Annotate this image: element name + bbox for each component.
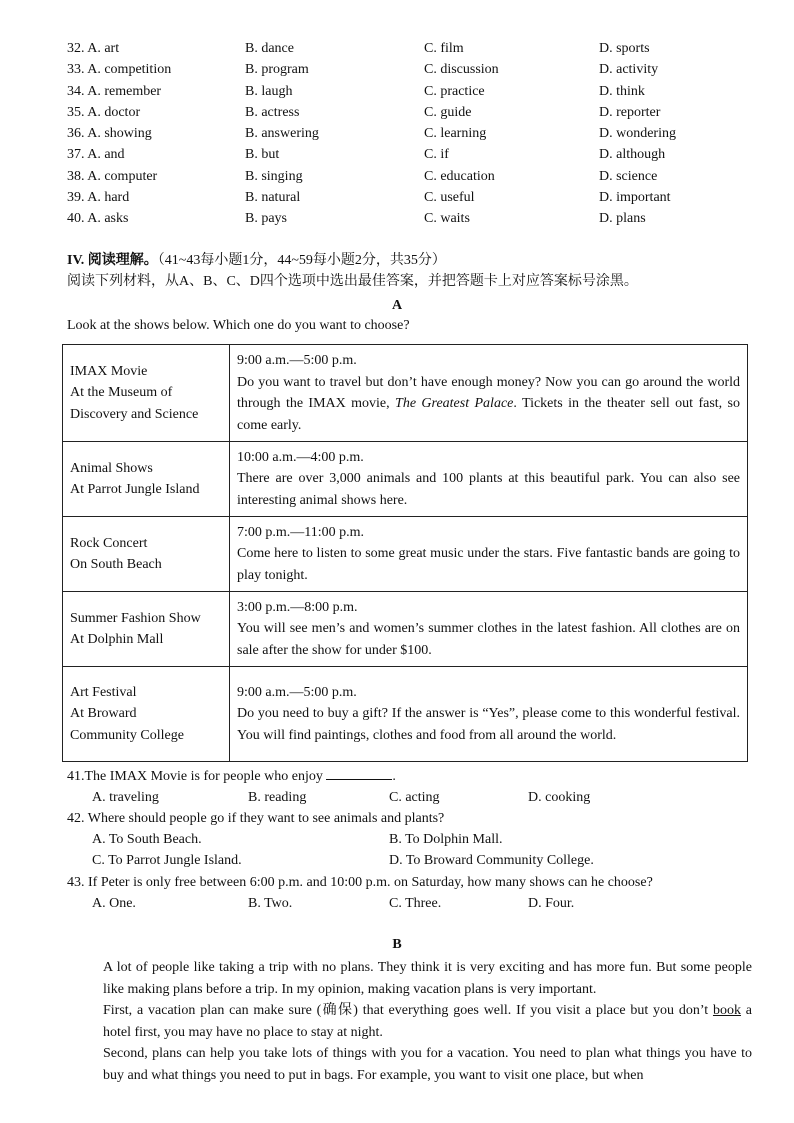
choice-option-d: D. sports bbox=[599, 41, 650, 56]
section-title: 阅读理解。 bbox=[84, 253, 158, 268]
part-b-passage bbox=[67, 957, 752, 1086]
show-time: 10:00 a.m.—4:00 p.m. bbox=[237, 449, 364, 465]
question-41-stem-end: . bbox=[392, 769, 396, 784]
choice-option-d: D. science bbox=[599, 168, 658, 184]
show-name-line: At the Museum of bbox=[70, 385, 173, 401]
choice-option-d: D. important bbox=[599, 190, 671, 206]
show-name-cell bbox=[63, 442, 230, 517]
choice-option-d: D. although bbox=[599, 147, 666, 163]
show-description bbox=[237, 471, 740, 508]
show-name-cell bbox=[63, 345, 230, 442]
choice-option-d: D. activity bbox=[599, 62, 659, 78]
choice-option-b: B. natural bbox=[245, 190, 301, 206]
choice-option-b: B. singing bbox=[245, 168, 303, 184]
choice-row bbox=[67, 187, 757, 208]
show-description bbox=[237, 546, 740, 583]
choice-option-c: C. film bbox=[424, 41, 464, 56]
show-detail-cell bbox=[230, 517, 748, 592]
choice-option-b: B. pays bbox=[245, 211, 287, 227]
answer-blank bbox=[326, 765, 392, 780]
show-detail-cell bbox=[230, 345, 748, 442]
show-row bbox=[63, 517, 748, 592]
show-name-line: IMAX Movie bbox=[70, 363, 148, 379]
q43-option-d: D. Four. bbox=[528, 896, 575, 911]
show-detail-cell bbox=[230, 592, 748, 667]
movie-title: The Greatest Palace bbox=[395, 396, 514, 411]
show-name-line: At Broward bbox=[70, 706, 137, 722]
shows-table bbox=[62, 344, 748, 762]
choice-row bbox=[67, 81, 757, 102]
show-description-text: Do you need to buy a gift? If the answer is “Yes”, please come to this wonderful festival. You will find paintings, clothes and food from all around the world. bbox=[237, 706, 740, 743]
choice-row bbox=[67, 208, 757, 229]
choice-option-d: D. reporter bbox=[599, 104, 661, 120]
show-time: 7:00 p.m.—11:00 p.m. bbox=[237, 524, 365, 540]
part-a-intro: Look at the shows below. Which one do you want to choose? bbox=[67, 318, 410, 333]
section-instruction: 阅读下列材料，从A、B、C、D四个选项中选出最佳答案，并把答题卡上对应答案标号涂黑。 bbox=[67, 274, 638, 289]
choice-row bbox=[67, 59, 757, 80]
question-41 bbox=[67, 765, 396, 787]
q41-option-a: A. traveling bbox=[92, 790, 159, 805]
question-41-stem: 41.The IMAX Movie is for people who enjoy bbox=[67, 769, 327, 784]
choice-row bbox=[67, 144, 757, 165]
show-name-line: Art Festival bbox=[70, 684, 137, 700]
show-detail-cell bbox=[230, 442, 748, 517]
show-description-text-end: . Tickets in the theater sell out fast, so come early. bbox=[237, 396, 740, 433]
show-description-text: Do you want to travel but don’t have enough money? Now you can go around the world through the IMAX movie, bbox=[237, 374, 740, 411]
show-description bbox=[237, 621, 740, 658]
choice-option-a: 40. A. asks bbox=[67, 211, 129, 227]
q43-option-c: C. Three. bbox=[389, 896, 442, 911]
paragraph-2-text-end: a hotel first, you may have no place to stay at night. bbox=[103, 1003, 752, 1040]
choice-option-b: B. answering bbox=[245, 126, 319, 142]
show-row bbox=[63, 345, 748, 442]
q43-option-a: A. One. bbox=[92, 896, 136, 911]
show-name-line: Animal Shows bbox=[70, 460, 153, 476]
show-name-line: On South Beach bbox=[70, 557, 162, 572]
choice-option-a: 32. A. art bbox=[67, 41, 120, 56]
choice-option-a: 33. A. competition bbox=[67, 62, 172, 78]
paragraph-2-text: First, a vacation plan can make sure (确保) that everything goes well. If you visit a place but you don’t bbox=[103, 1003, 713, 1018]
part-a-letter: A bbox=[391, 298, 403, 313]
q42-option-d: D. To Broward Community College. bbox=[389, 853, 594, 868]
cloze-choices bbox=[67, 38, 757, 230]
choice-option-a: 36. A. showing bbox=[67, 126, 152, 142]
show-time: 3:00 p.m.—8:00 p.m. bbox=[237, 599, 358, 615]
show-name-line: At Dolphin Mall bbox=[70, 632, 164, 647]
underlined-word: book bbox=[712, 1003, 741, 1018]
choice-option-a: 35. A. doctor bbox=[67, 104, 141, 120]
choice-option-d: D. plans bbox=[599, 211, 646, 227]
choice-option-b: B. laugh bbox=[245, 83, 293, 99]
question-42: 42. Where should people go if they want to see animals and plants? bbox=[67, 811, 445, 826]
choice-option-b: B. but bbox=[245, 147, 280, 163]
show-detail-cell bbox=[230, 667, 748, 762]
show-name-line: Discovery and Science bbox=[70, 406, 199, 422]
choice-option-b: B. dance bbox=[245, 41, 294, 56]
choice-option-a: 34. A. remember bbox=[67, 83, 162, 99]
choice-option-d: D. wondering bbox=[599, 126, 676, 142]
show-name-cell bbox=[63, 517, 230, 592]
choice-row bbox=[67, 166, 757, 187]
choice-option-a: 39. A. hard bbox=[67, 190, 130, 206]
show-name-cell bbox=[63, 667, 230, 762]
choice-option-b: B. program bbox=[245, 62, 309, 78]
choice-option-c: C. if bbox=[424, 147, 449, 163]
passage-paragraph-2 bbox=[67, 1000, 752, 1043]
show-name-line: Summer Fashion Show bbox=[70, 610, 201, 626]
show-description-text: Come here to listen to some great music under the stars. Five fantastic bands are going to play tonight. bbox=[237, 546, 740, 583]
choice-option-c: C. education bbox=[424, 168, 495, 184]
section-heading bbox=[67, 251, 446, 271]
choice-option-a: 38. A. computer bbox=[67, 168, 158, 184]
part-b-letter: B bbox=[392, 937, 402, 952]
section-number: IV. bbox=[67, 253, 85, 268]
q42-option-a: A. To South Beach. bbox=[92, 832, 202, 847]
q41-option-b: B. reading bbox=[248, 790, 307, 805]
q41-option-c: C. acting bbox=[389, 790, 440, 805]
question-43: 43. If Peter is only free between 6:00 p.m. and 10:00 p.m. on Saturday, how many shows can he choose? bbox=[67, 875, 653, 890]
show-row bbox=[63, 592, 748, 667]
show-row bbox=[63, 667, 748, 762]
q41-option-d: D. cooking bbox=[528, 790, 591, 805]
choice-row bbox=[67, 38, 757, 59]
passage-paragraph-3: Second, plans can help you take lots of things with you for a vacation. You need to plan what things you have to buy and what things you need to put in bags. For example, you want to visit one place, but when bbox=[103, 1046, 752, 1083]
show-description-text: You will see men’s and women’s summer clothes in the latest fashion. All clothes are on sale after the show for under $100. bbox=[237, 621, 740, 658]
show-description bbox=[237, 375, 740, 433]
choice-row bbox=[67, 102, 757, 123]
choice-option-b: B. actress bbox=[245, 104, 300, 120]
section-points: （41~43每小题1分，44~59每小题2分，共35分） bbox=[157, 253, 446, 268]
show-row bbox=[63, 442, 748, 517]
show-name-cell bbox=[63, 592, 230, 667]
show-time: 9:00 a.m.—5:00 p.m. bbox=[237, 353, 357, 368]
choice-option-c: C. waits bbox=[424, 211, 470, 227]
show-description bbox=[237, 706, 740, 743]
show-name-line: At Parrot Jungle Island bbox=[70, 482, 200, 497]
choice-option-c: C. guide bbox=[424, 104, 472, 120]
choice-option-c: C. practice bbox=[424, 83, 485, 99]
passage-paragraph-1: A lot of people like taking a trip with no plans. They think it is very exciting and has more fun. But some people like making plans before a trip. In my opinion, making vacation plans is very important. bbox=[103, 960, 752, 997]
q42-option-b: B. To Dolphin Mall. bbox=[389, 832, 503, 847]
show-name-line: Community College bbox=[70, 727, 184, 743]
q43-option-b: B. Two. bbox=[248, 896, 293, 911]
show-time: 9:00 a.m.—5:00 p.m. bbox=[237, 684, 357, 700]
q42-option-c: C. To Parrot Jungle Island. bbox=[92, 853, 242, 868]
show-name-line: Rock Concert bbox=[70, 535, 148, 551]
choice-option-a: 37. A. and bbox=[67, 147, 125, 163]
choice-row bbox=[67, 123, 757, 144]
show-description-text: There are over 3,000 animals and 100 plants at this beautiful park. You can also see interesting animal shows here. bbox=[237, 471, 740, 508]
choice-option-c: C. learning bbox=[424, 126, 487, 142]
choice-option-c: C. discussion bbox=[424, 62, 499, 78]
choice-option-c: C. useful bbox=[424, 190, 475, 206]
choice-option-d: D. think bbox=[599, 83, 645, 99]
